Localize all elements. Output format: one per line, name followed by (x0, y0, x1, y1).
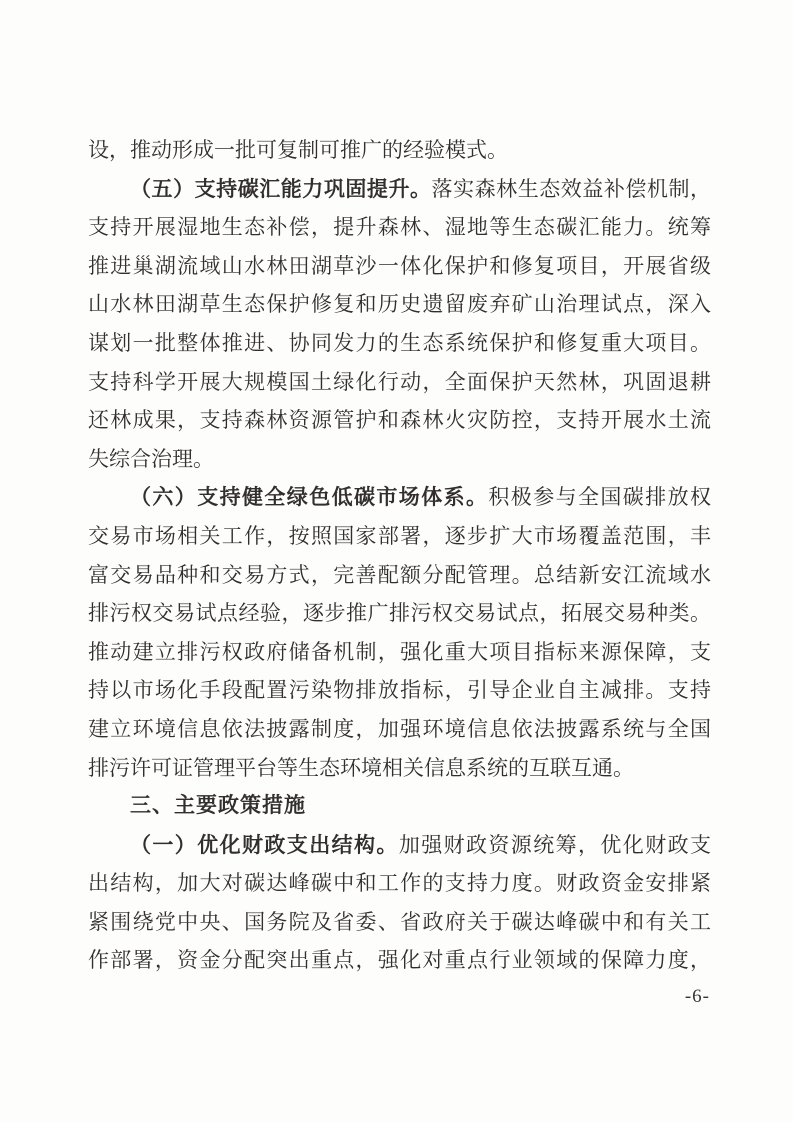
text-run: 建立环境信息依法披露制度，加强环境信息依法披露系统与全国 (88, 716, 711, 741)
body-text-line (88, 903, 711, 942)
emphasis-text-run: （六）支持健全绿色低碳市场体系。 (130, 485, 489, 510)
text-run: 设，推动形成一批可复制可推广的经验模式。 (88, 138, 508, 162)
text-run: 还林成果，支持森林资源管护和森林火灾防控，支持开展水土流 (88, 408, 711, 433)
text-run: 紧围绕党中央、国务院及省委、省政府关于碳达峰碳中和有关工 (88, 909, 711, 934)
text-run: 失综合治理。 (88, 446, 214, 471)
text-run: 交易市场相关工作，按照国家部署，逐步扩大市场覆盖范围，丰 (88, 523, 711, 548)
text-run: 支持开展湿地生态补偿，提升森林、湿地等生态碳汇能力。统筹 (88, 215, 711, 240)
text-run: 推进巢湖流域山水林田湖草沙一体化保护和修复项目，开展省级 (88, 253, 711, 278)
emphasis-text-run: （五）支持碳汇能力巩固提升。 (130, 176, 432, 201)
body-text-line (88, 749, 711, 788)
text-run: 作部署，资金分配突出重点，强化对重点行业领域的保障力度， (88, 948, 711, 973)
text-run: 推动建立排污权政府储备机制，强化重大项目指标来源保障，支 (88, 639, 711, 664)
section-heading (88, 787, 711, 826)
document-body (88, 131, 711, 980)
text-run: 富交易品种和交易方式，完善配额分配管理。总结新安江流域水 (88, 562, 711, 587)
body-text-line (88, 363, 711, 402)
body-text-line (88, 324, 711, 363)
text-run: 出结构，加大对碳达峰碳中和工作的支持力度。财政资金安排紧 (88, 871, 711, 896)
emphasis-text-run: 三、主要政策措施 (130, 794, 306, 818)
body-text-line (88, 941, 711, 980)
emphasis-text-run: （一）优化财政支出结构。 (130, 832, 399, 857)
body-text-line (88, 517, 711, 556)
text-run: 积极参与全国碳排放权 (488, 485, 712, 510)
page-number: -6- (684, 986, 710, 1007)
body-text-line (88, 247, 711, 286)
text-run: 加强财政资源统筹，优化财政支 (398, 832, 712, 857)
body-text-line (88, 208, 711, 247)
body-text-line (88, 285, 711, 324)
body-text-line (88, 401, 711, 440)
body-text-line (88, 594, 711, 633)
body-text-line (88, 864, 711, 903)
body-text-line (88, 671, 711, 710)
text-run: 排污许可证管理平台等生态环境相关信息系统的互联互通。 (88, 755, 634, 780)
body-text-line (88, 556, 711, 595)
body-text-line (88, 478, 711, 517)
body-text-line (88, 710, 711, 749)
text-run: 山水林田湖草生态保护修复和历史遗留废弃矿山治理试点，深入 (88, 292, 711, 317)
text-run: 落实森林生态效益补偿机制， (431, 176, 712, 201)
text-run: 排污权交易试点经验，逐步推广排污权交易试点，拓展交易种类。 (88, 601, 711, 626)
body-text-line (88, 170, 711, 209)
body-text-line (88, 633, 711, 672)
body-text-line (88, 440, 711, 479)
body-text-line (88, 826, 711, 865)
text-run: 谋划一批整体推进、协同发力的生态系统保护和修复重大项目。 (88, 330, 711, 355)
text-run: 持以市场化手段配置污染物排放指标，引导企业自主减排。支持 (88, 678, 711, 703)
body-text-line (88, 131, 711, 170)
text-run: 支持科学开展大规模国土绿化行动，全面保护天然林，巩固退耕 (88, 369, 711, 394)
